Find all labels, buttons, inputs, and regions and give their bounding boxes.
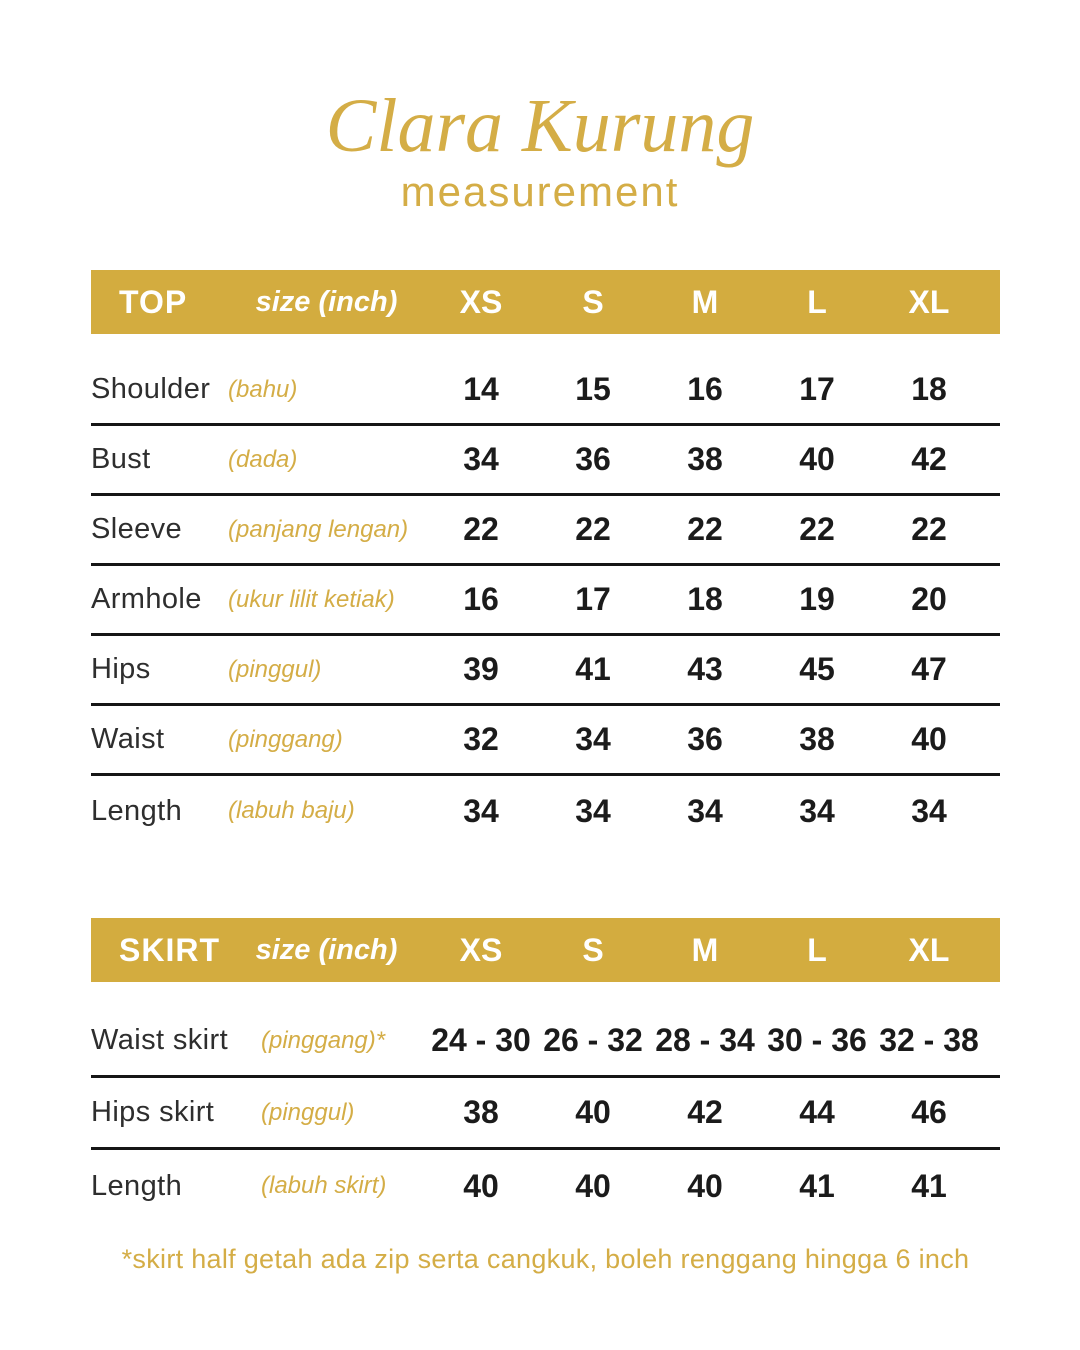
- value-m: 36: [687, 721, 723, 757]
- row-label: Hips: [91, 653, 151, 685]
- row-translation: (pinggul): [261, 1098, 355, 1126]
- skirt-table-header: [91, 918, 1000, 982]
- row-label: Hips skirt: [91, 1096, 215, 1128]
- value-xs: 34: [463, 792, 499, 829]
- row-label: Length: [91, 1169, 183, 1202]
- table-row-hips: [91, 636, 1000, 706]
- value-s: 40: [575, 1167, 611, 1204]
- row-label: Length: [91, 794, 183, 827]
- value-s: 17: [575, 581, 611, 617]
- value-m: 16: [687, 371, 723, 407]
- value-s: 41: [575, 651, 611, 687]
- value-l: 30 - 36: [767, 1022, 867, 1058]
- value-m: 38: [687, 441, 723, 477]
- value-m: 28 - 34: [655, 1022, 755, 1058]
- row-translation: (labuh skirt): [261, 1172, 387, 1199]
- size-col-xs: XS: [459, 283, 503, 320]
- row-label: Sleeve: [91, 513, 183, 545]
- row-label: Shoulder: [91, 373, 211, 405]
- value-l: 22: [799, 511, 835, 547]
- value-xl: 47: [911, 651, 947, 687]
- value-m: 42: [687, 1094, 723, 1130]
- value-s: 15: [575, 371, 611, 407]
- size-col-l: L: [807, 283, 827, 320]
- value-l: 44: [799, 1094, 835, 1130]
- row-translation: (panjang lengan): [228, 515, 409, 543]
- skirt-table-title: SKIRT: [119, 931, 220, 968]
- row-label: Armhole: [91, 583, 202, 615]
- value-m: 40: [687, 1167, 723, 1204]
- footnote: *skirt half getah ada zip serta cangkuk, boleh renggang hingga 6 inch: [121, 1244, 970, 1274]
- skirt-table-rows: [91, 1006, 1000, 1222]
- value-xl: 41: [911, 1167, 947, 1204]
- value-xl: 18: [911, 371, 947, 407]
- row-translation: (pinggang)*: [261, 1026, 386, 1054]
- size-col-m: M: [691, 283, 719, 320]
- value-l: 38: [799, 721, 835, 757]
- value-xl: 46: [911, 1094, 947, 1130]
- value-xl: 42: [911, 441, 947, 477]
- page-subtitle: measurement: [400, 168, 680, 215]
- row-translation: (dada): [228, 445, 298, 473]
- row-label: Waist skirt: [91, 1024, 229, 1056]
- value-s: 34: [575, 792, 611, 829]
- size-col-l: L: [807, 931, 827, 968]
- table-row-length-top: [91, 776, 1000, 846]
- row-translation: (pinggul): [228, 655, 322, 683]
- value-xl: 32 - 38: [879, 1022, 979, 1058]
- row-translation: (bahu): [228, 375, 298, 403]
- value-xl: 40: [911, 721, 947, 757]
- value-l: 40: [799, 441, 835, 477]
- value-m: 43: [687, 651, 723, 687]
- value-xs: 22: [463, 511, 499, 547]
- value-xl: 20: [911, 581, 947, 617]
- title-block: [0, 0, 1080, 216]
- value-xs: 24 - 30: [431, 1022, 531, 1058]
- value-xs: 14: [463, 371, 499, 407]
- table-row-waist: [91, 706, 1000, 776]
- value-s: 34: [575, 721, 611, 757]
- row-label: Bust: [91, 443, 151, 475]
- value-m: 22: [687, 511, 723, 547]
- top-table-rows: [91, 356, 1000, 846]
- value-xs: 39: [463, 651, 499, 687]
- value-xs: 16: [463, 581, 499, 617]
- value-l: 45: [799, 651, 835, 687]
- value-l: 17: [799, 371, 835, 407]
- value-s: 40: [575, 1094, 611, 1130]
- row-translation: (pinggang): [228, 725, 343, 753]
- size-col-m: M: [691, 931, 719, 968]
- value-xl: 34: [911, 792, 947, 829]
- value-xl: 22: [911, 511, 947, 547]
- table-row-armhole: [91, 566, 1000, 636]
- row-translation: (labuh baju): [228, 797, 355, 824]
- measurement-sheet: [91, 270, 1000, 1275]
- table-row-waist-skirt: [91, 1006, 1000, 1078]
- size-col-s: S: [582, 283, 604, 320]
- value-xs: 38: [463, 1094, 499, 1130]
- size-col-s: S: [582, 931, 604, 968]
- value-m: 34: [687, 792, 723, 829]
- brand-title: Clara Kurung: [325, 84, 755, 168]
- value-l: 19: [799, 581, 835, 617]
- table-row-length-skirt: [91, 1150, 1000, 1222]
- size-col-xl: XL: [908, 931, 950, 968]
- table-row-shoulder: [91, 356, 1000, 426]
- size-col-xs: XS: [459, 931, 503, 968]
- top-table-title: TOP: [119, 283, 188, 320]
- row-translation: (ukur lilit ketiak): [228, 585, 395, 613]
- size-unit-label: size (inch): [255, 933, 398, 966]
- row-label: Waist: [91, 723, 165, 755]
- value-s: 26 - 32: [543, 1022, 643, 1058]
- value-s: 36: [575, 441, 611, 477]
- value-xs: 34: [463, 441, 499, 477]
- value-xs: 40: [463, 1167, 499, 1204]
- size-col-xl: XL: [908, 283, 950, 320]
- size-unit-label: size (inch): [255, 285, 398, 318]
- top-table-header: [91, 270, 1000, 334]
- value-s: 22: [575, 511, 611, 547]
- table-row-sleeve: [91, 496, 1000, 566]
- value-l: 41: [799, 1167, 835, 1204]
- value-m: 18: [687, 581, 723, 617]
- value-xs: 32: [463, 721, 499, 757]
- table-row-bust: [91, 426, 1000, 496]
- table-row-hips-skirt: [91, 1078, 1000, 1150]
- value-l: 34: [799, 792, 835, 829]
